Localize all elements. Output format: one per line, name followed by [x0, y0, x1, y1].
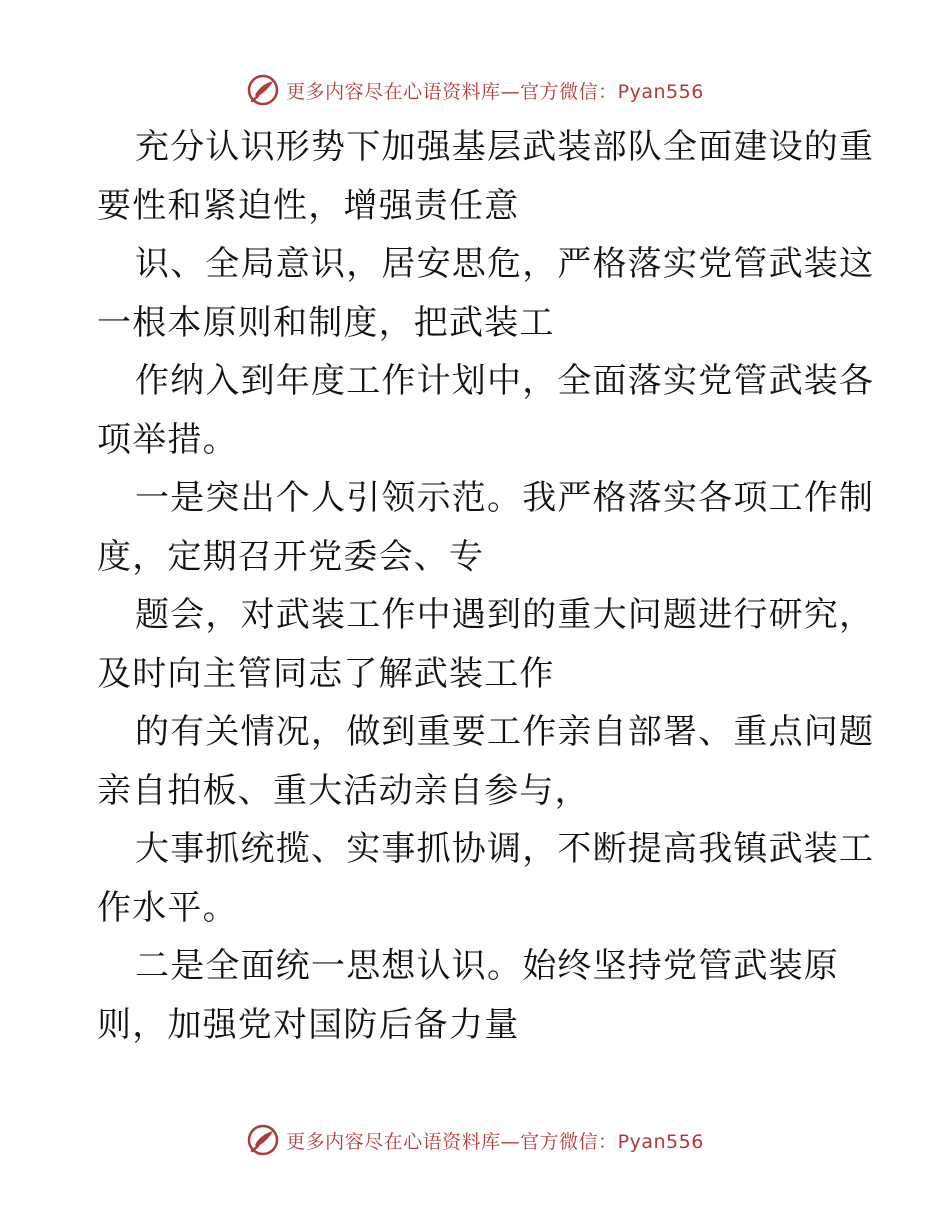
text-line: 要性和紧迫性，增强责任意	[97, 185, 520, 226]
text-line: 项举措。	[97, 419, 238, 460]
text-line: 一是突出个人引领示范。我严格落实各项工作制	[135, 478, 875, 518]
watermark-text: 更多内容尽在心语资料库—官方微信：Pyan556	[286, 1130, 704, 1153]
pen-logo-icon	[246, 73, 280, 107]
text-line: 作水平。	[97, 887, 238, 928]
header-watermark	[0, 70, 950, 110]
watermark-text: 更多内容尽在心语资料库—官方微信：Pyan556	[286, 80, 704, 103]
text-line: 的有关情况，做到重要工作亲自部署、重点问题	[135, 712, 875, 752]
text-line: 大事抓统揽、实事抓协调，不断提高我镇武装工	[135, 829, 875, 869]
text-line: 亲自拍板、重大活动亲自参与，	[97, 770, 590, 811]
pen-logo-icon	[246, 1123, 280, 1157]
text-line: 度，定期召开党委会、专	[97, 536, 485, 577]
text-line: 及时向主管同志了解武装工作	[97, 653, 555, 694]
document-body	[97, 118, 875, 1054]
text-line: 一根本原则和制度，把武装工	[97, 302, 555, 343]
footer-watermark	[0, 1120, 950, 1160]
text-line: 充分认识形势下加强基层武装部队全面建设的重	[135, 127, 875, 167]
text-line: 则，加强党对国防后备力量	[97, 1004, 520, 1045]
text-line: 题会，对武装工作中遇到的重大问题进行研究，	[135, 595, 875, 635]
text-line: 识、全局意识，居安思危，严格落实党管武装这	[135, 244, 875, 284]
text-line: 作纳入到年度工作计划中，全面落实党管武装各	[135, 361, 875, 401]
text-line: 二是全面统一思想认识。始终坚持党管武装原	[135, 946, 839, 986]
